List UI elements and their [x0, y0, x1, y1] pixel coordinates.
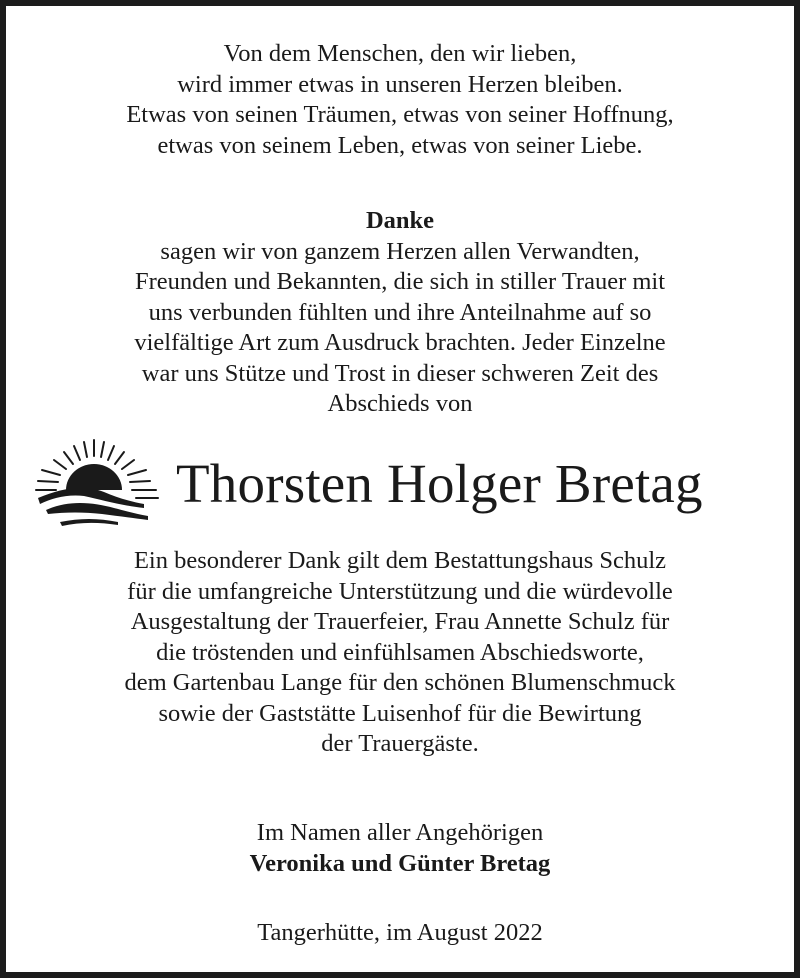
special-thanks-line: der Trauergäste. [321, 730, 479, 757]
thanks-line: Freunden und Bekannten, die sich in stiller Trauer mit [134, 268, 666, 295]
poem-line: etwas von seinem Leben, etwas von seiner Liebe. [157, 131, 643, 159]
thanks-line: vielfältige Art zum Ausdruck brachten. Jeder Einzelne [134, 329, 666, 356]
signature-names: Veronika und Günter Bretag [249, 849, 551, 877]
poem-line: Etwas von seinen Träumen, etwas von seiner Hoffnung, [126, 101, 674, 128]
special-thanks-line: Ein besonderer Dank gilt dem Bestattungshaus Schulz [133, 547, 667, 574]
place-date-text: Tangerhütte, im August 2022 [257, 919, 543, 946]
special-thanks-section [6, 546, 794, 760]
special-thanks-line: Ausgestaltung der Trauerfeier, Frau Annette Schulz für [130, 608, 670, 635]
deceased-name-row [6, 426, 794, 536]
poem-line: Von dem Menschen, den wir lieben, [223, 40, 577, 67]
special-thanks-line: sowie der Gaststätte Luisenhof für die Bewirtung [158, 699, 642, 727]
thanks-line: Abschieds von [327, 390, 473, 417]
thanks-line: war uns Stütze und Trost in dieser schweren Zeit des [141, 359, 659, 387]
deceased-name: Thorsten Holger Bretag [176, 453, 703, 514]
thanks-line: sagen wir von ganzem Herzen allen Verwandten, [160, 237, 640, 265]
thanks-heading: Danke [365, 207, 435, 234]
poem-line: wird immer etwas in unseren Herzen bleiben. [177, 70, 623, 98]
signature-block [6, 818, 794, 879]
special-thanks-line: für die umfangreiche Unterstützung und die würdevolle [127, 577, 673, 605]
memorial-poem [6, 39, 794, 161]
thanks-section [6, 206, 794, 420]
special-thanks-line: die tröstenden und einfühlsamen Abschiedsworte, [156, 638, 644, 666]
thanks-line: uns verbunden fühlten und ihre Anteilnahme auf so [148, 298, 652, 326]
special-thanks-line: dem Gartenbau Lange für den schönen Blumenschmuck [124, 669, 676, 696]
signature-intro: Im Namen aller Angehörigen [256, 819, 544, 846]
place-and-date [6, 918, 794, 949]
sunrise-landscape-icon [32, 434, 160, 530]
